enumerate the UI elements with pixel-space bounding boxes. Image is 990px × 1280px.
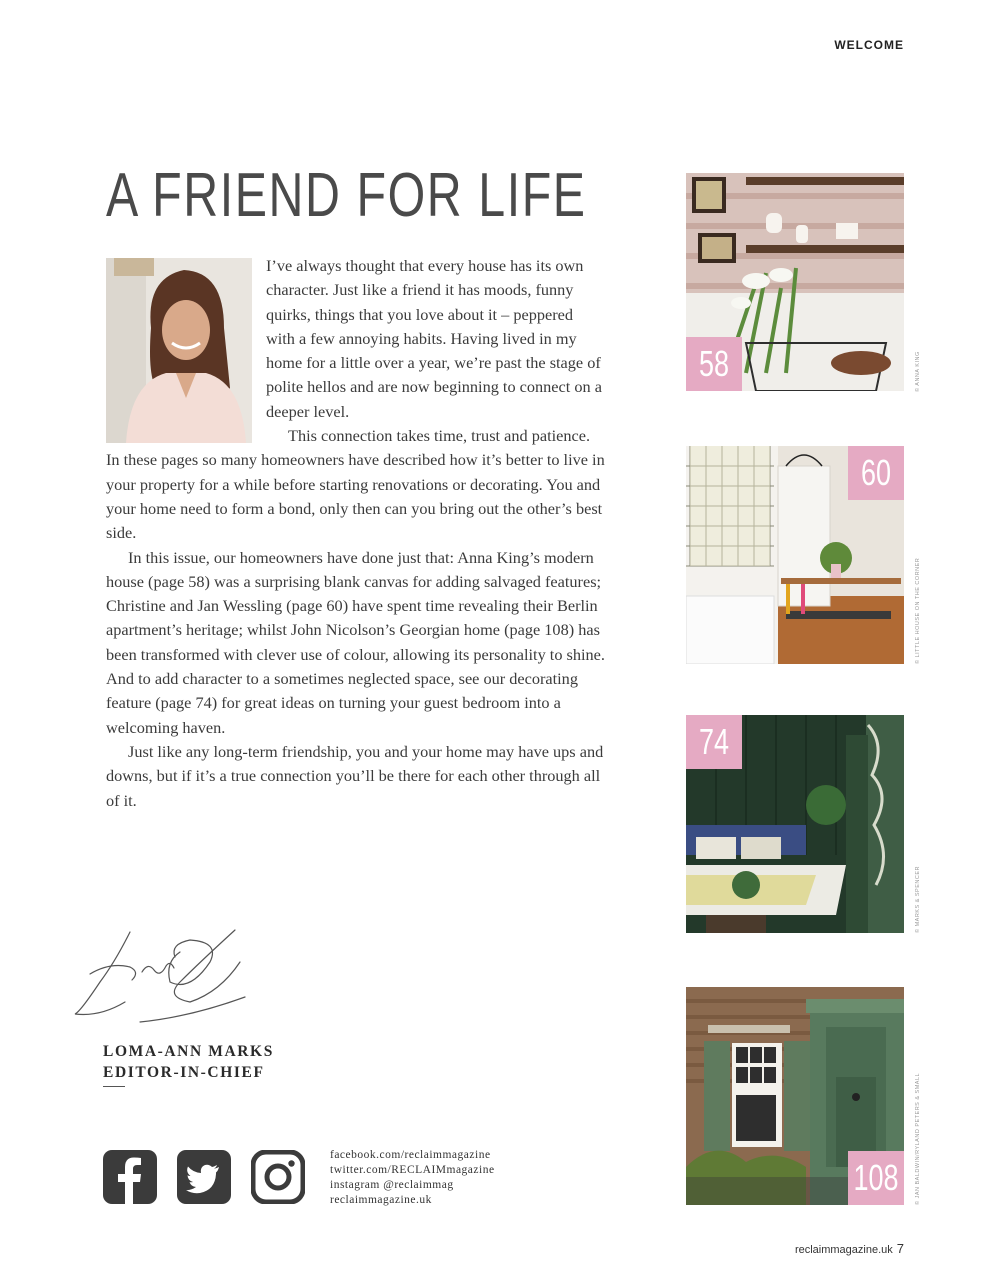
page-badge: 60 [848,446,904,500]
photo-credit: © ANNA KING [915,351,921,392]
twitter-link[interactable]: twitter.com/RECLAIMmagazine [330,1164,495,1176]
photo-wrap-spacer [106,254,266,436]
section-label: WELCOME [834,38,904,52]
photo-credit: © JAN BALDWIN/RYLAND PETERS & SMALL [915,1072,921,1205]
twitter-icon[interactable] [177,1150,231,1204]
editor-signoff [103,1041,274,1083]
page-number: 7 [896,1241,904,1256]
website-link[interactable]: reclaimmagazine.uk [330,1194,432,1206]
photo-credit: © MARKS & SPENCER [915,866,921,933]
page-badge: 74 [686,715,742,769]
thumbnail-page-58[interactable] [686,173,904,391]
body-paragraph: This connection takes time, trust and patience. In these pages so many homeowners have described how it’s better to live in your property for a while before starting renovations or decorating. You and your home need to form a bond, only then can you bring out the other’s best side. [106,426,605,543]
footer-url[interactable]: reclaimmagazine.uk [794,1244,893,1256]
photo-credit: © LITTLE HOUSE ON THE CORNER [915,557,921,664]
page-badge: 108 [848,1151,904,1205]
article-body [106,254,606,813]
facebook-link[interactable]: facebook.com/reclaimmagazine [330,1149,491,1161]
body-paragraph: Just like any long-term friendship, you and your home may have ups and downs, but if it’s a true connection you’ll be there for each other through all of it. [106,741,604,810]
thumbnail-page-60[interactable] [686,446,904,664]
divider [103,1086,125,1087]
footer [795,1241,904,1256]
instagram-icon[interactable] [251,1150,305,1204]
body-paragraph: In this issue, our homeowners have done just that: Anna King’s modern house (page 58) was a surprising blank canvas for adding salvaged features; Christine and Jan Wessling (page 60) have spent time revealing their Berlin apartment’s heritage; whilst John Nicolson’s Georgian home (page 108) has been transformed with clever use of colour, allowing its personality to shine. And to add character to a sometimes neglected space, see our decorating feature (page 74) for great ideas on turning your guest bedroom into a welcoming haven. [106,547,605,737]
social-links [330,1148,495,1208]
instagram-link[interactable]: instagram @reclaimmag [330,1179,454,1191]
editor-title: EDITOR-IN-CHIEF [103,1064,265,1081]
page-badge: 58 [686,337,742,391]
thumbnail-page-108[interactable] [686,987,904,1205]
page-title: A FRIEND FOR LIFE [106,161,587,230]
body-paragraph: I’ve always thought that every house has its own character. Just like a friend it has moods, funny quirks, things that you love about it – peppered with a few annoying habits. Having lived in my home for a little over a year, we’re past the stage of polite hellos and are now beginning to connect on a deeper level. [266,256,602,421]
thumbnail-page-74[interactable] [686,715,904,933]
editor-name: LOMA-ANN MARKS [103,1043,274,1060]
editor-signature [70,922,250,1037]
facebook-icon[interactable] [103,1150,157,1204]
